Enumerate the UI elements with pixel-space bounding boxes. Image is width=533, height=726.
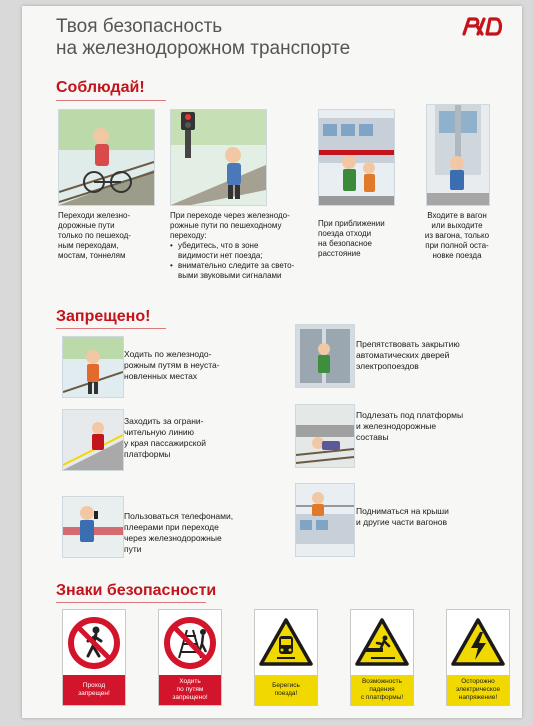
sign-electric-voltage (446, 609, 510, 706)
signs-rule (56, 602, 206, 603)
sign-label-3: Берегись поезда! (255, 675, 317, 705)
observe-illustration-3 (318, 109, 395, 206)
sign-no-walking-tracks (158, 609, 222, 706)
forbidden-text-4: Подлезать под платформы и железнодорожные составы (356, 410, 464, 442)
sign-label-1: Проход запрещен! (63, 675, 125, 705)
forbidden-illustration-3 (62, 409, 124, 471)
forbidden-illustration-5 (62, 496, 124, 558)
title-line-1: Твоя безопасность (56, 16, 223, 37)
observe-text-4: Входите в вагон или выходите из вагона, только при полной оста- новке поезда (424, 211, 490, 260)
forbidden-text-5: Пользоваться телефонами, плеерами при переходе через железнодорожные пути (124, 511, 234, 554)
observe-illustration-2 (170, 109, 267, 206)
observe-rule (56, 100, 166, 101)
observe-illustration-1 (58, 109, 155, 206)
forbidden-text-3: Заходить за ограни- чительную линию у края пассажирской платформы (124, 416, 207, 459)
observe-text-3: При приближении поезда отходи на безопасное расстояние (318, 219, 385, 258)
warning-high-voltage-icon (447, 610, 509, 675)
forbidden-text-1: Ходить по железнодо- рожным путям в неуста- новленных местах (124, 349, 220, 381)
no-walking-on-tracks-icon (159, 610, 221, 675)
forbidden-text-6: Подниматься на крыши и другие части вагонов (356, 506, 449, 527)
poster-title (56, 16, 350, 60)
observe-text-2-bullet-2: • внимательно следите за свето- выми звуковыми сигналами (170, 261, 305, 281)
signs-heading: Знаки безопасности (56, 582, 217, 599)
sign-label-4: Возможность падения с платформы! (351, 675, 413, 705)
observe-heading: Соблюдай! (56, 79, 145, 96)
forbidden-illustration-2 (295, 324, 355, 388)
observe-illustration-4 (426, 104, 490, 206)
sign-no-passage (62, 609, 126, 706)
observe-text-2-intro: При переходе через железнодо- рожные пути по пешеходному переходу: (170, 211, 290, 240)
forbidden-illustration-6 (295, 483, 355, 557)
safety-poster (22, 6, 522, 718)
title-line-2: на железнодорожном транспорте (56, 38, 351, 59)
sign-platform-fall (350, 609, 414, 706)
forbidden-illustration-4 (295, 404, 355, 468)
rzd-logo (460, 14, 504, 38)
sign-beware-train (254, 609, 318, 706)
no-entry-person-icon (63, 610, 125, 675)
forbidden-text-2: Препятствовать закрытию автоматических дверей электропоездов (356, 339, 460, 371)
observe-text-1: Переходи железно- дорожные пути только по пешеход- ным переходам, мостам, тоннелям (58, 211, 131, 260)
observe-text-2-bullet-1: • убедитесь, что в зоне видимости нет поезда; (170, 241, 305, 261)
observe-text-2 (170, 211, 305, 281)
sign-label-2: Ходить по путям запрещено! (159, 675, 221, 705)
warning-fall-from-platform-icon (351, 610, 413, 675)
forbidden-rule (56, 328, 166, 329)
sign-label-5: Осторожно электрическое напряжение! (447, 675, 509, 705)
forbidden-heading: Запрещено! (56, 308, 151, 325)
forbidden-illustration-1 (62, 336, 124, 398)
warning-train-icon (255, 610, 317, 675)
